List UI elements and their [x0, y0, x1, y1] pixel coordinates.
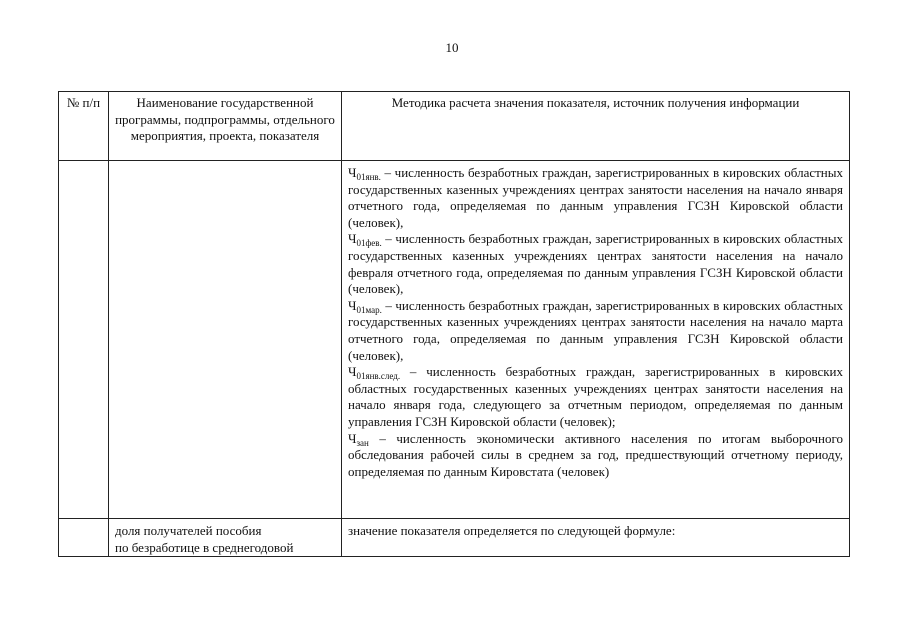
definition-text: – численность безработных граждан, зарегистрированных в кировских областных государственных казенных учреждениях центрах занятости населения на начало января года, следующего за отчетным периодом, определяемая по данным управления ГСЗН Кировской области (человек); [348, 364, 843, 429]
header-name: Наименование государственной программы, подпрограммы, отдельного мероприятия, проекта, показателя [109, 92, 342, 161]
indicator-method-cell: значение показателя определяется по следующей формуле: [342, 519, 850, 557]
table-header-row [59, 92, 850, 161]
row-number-cell [59, 519, 109, 557]
indicator-name-line: доля получателей пособия [115, 523, 262, 538]
definition-text: – численность безработных граждан, зарегистрированных в кировских областных государственных казенных учреждениях центрах занятости населения на начало января отчетного года, определяемая по данным управления ГСЗН Кировской области (человек), [348, 165, 843, 230]
page-number: 10 [445, 40, 459, 55]
row-number-cell [59, 161, 109, 519]
definition-symbol: $Ч_{01мар.}$ [348, 297, 382, 315]
definition-text: – численность экономически активного населения по итогам выборочного обследования рабочей силы в среднем за год, предшествующий отчетному периоду, определяемая по данным Кировстата (человек) [348, 430, 843, 479]
indicator-name-cell [109, 519, 342, 557]
row-name-cell [109, 161, 342, 519]
definition-text: – численность безработных граждан, зарегистрированных в кировских областных государственных казенных учреждениях центрах занятости населения на начало марта отчетного года, определяемая по данным управления ГСЗН Кировской области (человек), [348, 297, 843, 363]
definition-item [348, 364, 843, 430]
table-row [59, 519, 850, 557]
definition-symbol: $Ч_{01янв.}$ [348, 165, 381, 182]
definition-item [348, 431, 843, 481]
definition-symbol: $Ч_{01фев.}$ [348, 231, 382, 249]
definition-text: – численность безработных граждан, зарегистрированных в кировских областных государственных казенных учреждениях центрах занятости населения на начало февраля отчетного года, определяемая по данным управления ГСЗН Кировской области (человек), [348, 231, 843, 297]
definition-item [348, 165, 843, 231]
row-method-cell [342, 161, 850, 519]
header-method: Методика расчета значения показателя, источник получения информации [342, 92, 850, 161]
indicator-name-line: по безработице в среднегодовой [115, 539, 294, 555]
indicator-methodology-table [58, 91, 850, 557]
header-number: № п/п [59, 92, 109, 161]
definition-item [348, 231, 843, 297]
definition-symbol: $Ч_{01янв.след.}$ [348, 364, 401, 382]
table-row [59, 161, 850, 519]
definition-item [348, 298, 843, 364]
definition-symbol: $Ч_{зан}$ [348, 430, 369, 448]
